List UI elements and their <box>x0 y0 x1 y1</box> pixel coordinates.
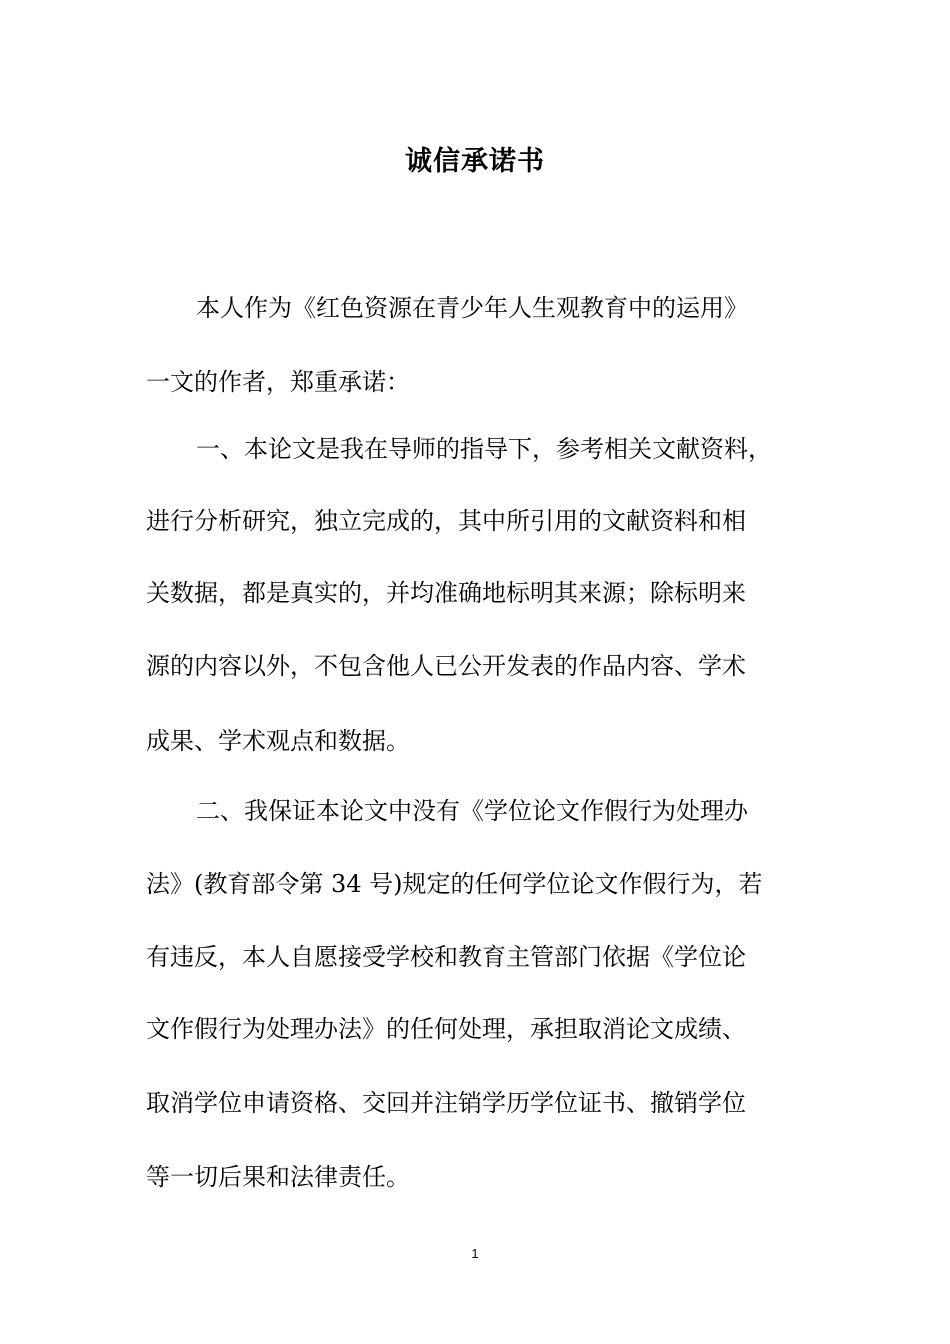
paragraph-line: 法》(教育部令第 34 号)规定的任何学位论文作假行为，若 <box>146 870 763 898</box>
paragraph-line: 进行分析研究，独立完成的，其中所引用的文献资料和相 <box>146 507 746 535</box>
paragraph-line: 有违反，本人自愿接受学校和教育主管部门依据《学位论 <box>146 943 746 971</box>
paragraph-line: 二、我保证本论文中没有《学位论文作假行为处理办 <box>196 797 748 825</box>
paragraph-line: 等一切后果和法律责任。 <box>146 1163 410 1191</box>
paragraph-line: 文作假行为处理办法》的任何处理，承担取消论文成绩、 <box>146 1015 746 1043</box>
paragraph-line: 一文的作者，郑重承诺： <box>146 368 410 396</box>
paragraph-line: 取消学位申请资格、交回并注销学历学位证书、撤销学位 <box>146 1089 746 1117</box>
paragraph-line: 成果、学术观点和数据。 <box>146 727 410 755</box>
paragraph-line: 源的内容以外，不包含他人已公开发表的作品内容、学术 <box>146 652 746 680</box>
page-title: 诚信承诺书 <box>405 146 545 177</box>
paragraph-line: 本人作为《红色资源在青少年人生观教育中的运用》 <box>196 294 748 322</box>
paragraph-line: 一、本论文是我在导师的指导下，参考相关文献资料， <box>196 435 772 463</box>
paragraph-line: 关数据，都是真实的，并均准确地标明其来源；除标明来 <box>146 579 746 607</box>
page-number: 1 <box>471 1246 479 1261</box>
